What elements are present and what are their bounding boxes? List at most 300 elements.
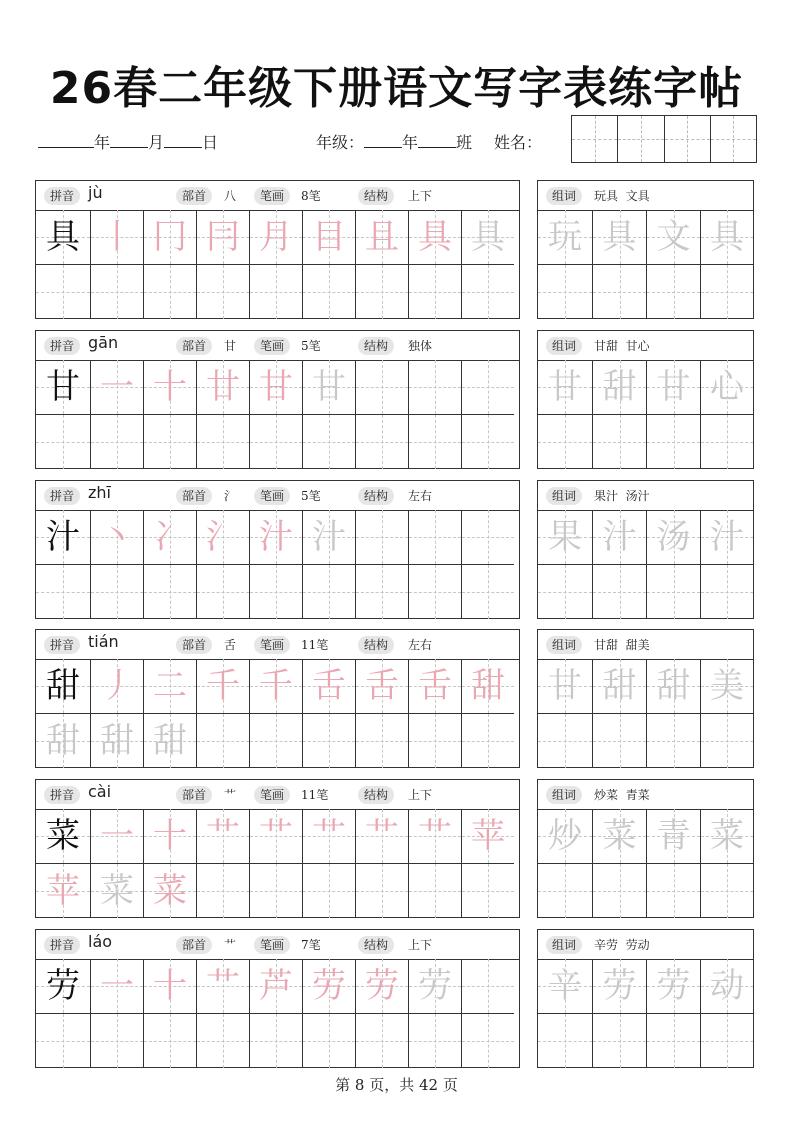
grid-cell[interactable]: [461, 510, 514, 564]
model-char: 汁: [46, 517, 80, 557]
word-header: [538, 780, 753, 810]
grid-cell[interactable]: [302, 565, 355, 619]
word-header: [538, 331, 753, 361]
word-trace-char: 果: [548, 517, 582, 557]
radical-tag: 部首: [176, 636, 212, 654]
stroke-step-char: 一: [100, 966, 134, 1006]
grid-cell[interactable]: [36, 809, 90, 863]
name-label: 姓名：: [494, 133, 543, 152]
grid-cell[interactable]: [646, 959, 700, 1013]
grid-cell[interactable]: [302, 265, 355, 319]
word-header: [538, 481, 753, 511]
grid-cell[interactable]: [249, 659, 302, 713]
trace-char: 甜: [153, 721, 187, 761]
grid-cell[interactable]: [408, 1014, 461, 1068]
stroke-step-char: 千: [206, 666, 240, 706]
char-block-甘: [35, 330, 520, 469]
grid-cell[interactable]: [249, 415, 302, 469]
word-trace-char: 汁: [710, 517, 744, 557]
grid-cell[interactable]: [461, 1014, 514, 1068]
structure-tag: 结构: [358, 487, 394, 505]
grid-cell[interactable]: [355, 809, 408, 863]
word-row: [538, 713, 753, 768]
word-header: [538, 930, 753, 960]
grid-cell[interactable]: [461, 714, 514, 768]
structure-tag: 结构: [358, 636, 394, 654]
char-header: [36, 930, 519, 960]
stroke-step-char: 冂: [153, 217, 187, 257]
grid-cell[interactable]: [538, 959, 592, 1013]
grid-cell[interactable]: [646, 809, 700, 863]
word-trace-char: 心: [710, 367, 744, 407]
grid-cell[interactable]: [143, 864, 196, 918]
grid-cell[interactable]: [355, 360, 408, 414]
day-label: 日: [202, 133, 219, 152]
practice-row: [36, 264, 514, 319]
grid-cell[interactable]: [90, 714, 143, 768]
grid-cell[interactable]: [196, 265, 249, 319]
strokes-value: 5笔: [301, 489, 321, 503]
grid-cell[interactable]: [461, 809, 514, 863]
char-block-甜: [35, 629, 520, 768]
char-header: [36, 181, 519, 211]
grid-cell[interactable]: [90, 864, 143, 918]
grid-cell[interactable]: [90, 210, 143, 264]
grid-cell[interactable]: [143, 714, 196, 768]
grid-cell[interactable]: [249, 210, 302, 264]
grid-cell[interactable]: [143, 659, 196, 713]
stroke-step-char: 甘: [312, 367, 346, 407]
trace-char: 甜: [100, 721, 134, 761]
grid-cell[interactable]: [538, 510, 592, 564]
grid-cell[interactable]: [249, 510, 302, 564]
char-header: [36, 331, 519, 361]
pinyin-value: tián: [88, 632, 119, 651]
grid-cell[interactable]: [700, 565, 753, 619]
grid-cell[interactable]: [302, 415, 355, 469]
word-row: [538, 210, 753, 264]
radical-value: 舌: [224, 638, 237, 652]
grid-cell[interactable]: [408, 809, 461, 863]
grid-cell[interactable]: [90, 809, 143, 863]
grade-blank[interactable]: [364, 133, 402, 148]
grid-cell[interactable]: [249, 959, 302, 1013]
radical-tag: 部首: [176, 786, 212, 804]
structure-value: 上下: [408, 788, 433, 802]
model-char: 劳: [46, 966, 80, 1006]
strokes-tag: 笔画: [254, 487, 290, 505]
date-line: [38, 130, 218, 153]
char-block-具: [35, 180, 520, 319]
word-row: [538, 510, 753, 564]
trace-char: 甜: [46, 721, 80, 761]
grid-cell[interactable]: [355, 714, 408, 768]
grid-cell[interactable]: [90, 510, 143, 564]
radical-value: 氵: [224, 489, 237, 503]
pinyin-value: zhī: [88, 483, 111, 502]
grid-cell[interactable]: [355, 210, 408, 264]
grid-cell[interactable]: [461, 265, 514, 319]
grid-cell[interactable]: [646, 415, 700, 469]
grid-cell[interactable]: [700, 1014, 753, 1068]
stroke-step-char: 十: [153, 367, 187, 407]
pinyin-tag: 拼音: [44, 786, 80, 804]
grid-cell[interactable]: [90, 360, 143, 414]
stroke-step-char: 二: [153, 666, 187, 706]
grid-cell[interactable]: [461, 864, 514, 918]
grid-cell[interactable]: [196, 565, 249, 619]
structure-value: 上下: [408, 938, 433, 952]
words-tag: 组词: [546, 786, 582, 804]
grid-cell[interactable]: [461, 210, 514, 264]
word-trace-char: 劳: [602, 966, 637, 1006]
word-row: [538, 659, 753, 713]
grid-cell[interactable]: [36, 659, 90, 713]
stroke-step-char: 劳: [365, 966, 399, 1006]
grid-cell[interactable]: [408, 510, 461, 564]
words-value: 果汁 汤汁: [594, 489, 650, 503]
grid-cell[interactable]: [90, 959, 143, 1013]
practice-row: [36, 510, 514, 564]
grid-cell[interactable]: [36, 360, 90, 414]
radical-value: 八: [224, 189, 237, 203]
grid-cell[interactable]: [302, 864, 355, 918]
char-header: [36, 630, 519, 660]
grid-cell[interactable]: [143, 510, 196, 564]
grid-cell[interactable]: [646, 360, 700, 414]
grid-cell[interactable]: [408, 415, 461, 469]
pinyin-value: gān: [88, 333, 119, 352]
words-value: 辛劳 劳动: [594, 938, 650, 952]
day-blank[interactable]: [164, 133, 202, 148]
grid-cell[interactable]: [355, 265, 408, 319]
name-cell[interactable]: [572, 116, 617, 162]
word-trace-char: 菜: [602, 816, 637, 856]
words-value: 炒菜 青菜: [594, 788, 650, 802]
stroke-step-char: 舌: [365, 666, 399, 706]
grid-cell[interactable]: [196, 714, 249, 768]
grid-cell[interactable]: [700, 415, 753, 469]
stroke-step-char: 氵: [206, 517, 240, 557]
stroke-step-char: 艹: [312, 816, 346, 856]
stroke-step-char: 甘: [259, 367, 293, 407]
grid-cell[interactable]: [36, 714, 90, 768]
stroke-step-char: 具: [418, 217, 452, 257]
name-cell[interactable]: [710, 116, 756, 162]
words-tag: 组词: [546, 636, 582, 654]
grid-cell[interactable]: [646, 864, 700, 918]
char-block-菜: [35, 779, 520, 918]
grid-cell[interactable]: [196, 809, 249, 863]
words-tag: 组词: [546, 487, 582, 505]
grid-cell[interactable]: [196, 959, 249, 1013]
pinyin-tag: 拼音: [44, 936, 80, 954]
grid-cell[interactable]: [592, 565, 646, 619]
grid-cell[interactable]: [90, 659, 143, 713]
words-value: 甘甜 甘心: [594, 339, 650, 353]
grid-cell[interactable]: [355, 659, 408, 713]
stroke-step-char: 舌: [418, 666, 452, 706]
trace-char: 菜: [153, 871, 187, 911]
grid-cell[interactable]: [249, 360, 302, 414]
grid-cell[interactable]: [408, 659, 461, 713]
grid-cell[interactable]: [592, 510, 646, 564]
grid-cell[interactable]: [646, 210, 700, 264]
month-label: 月: [148, 133, 165, 152]
word-trace-char: 具: [710, 217, 744, 257]
grid-cell[interactable]: [592, 1014, 646, 1068]
strokes-tag: 笔画: [254, 936, 290, 954]
grid-cell[interactable]: [461, 959, 514, 1013]
grid-cell[interactable]: [408, 360, 461, 414]
grid-cell[interactable]: [143, 265, 196, 319]
grid-cell[interactable]: [196, 864, 249, 918]
stroke-step-char: 冃: [206, 217, 240, 257]
stroke-step-char: 一: [100, 367, 134, 407]
strokes-value: 11笔: [301, 638, 329, 652]
grid-cell[interactable]: [355, 565, 408, 619]
class-blank[interactable]: [418, 133, 456, 148]
month-blank[interactable]: [110, 133, 148, 148]
practice-row: [36, 1013, 514, 1068]
grid-cell[interactable]: [143, 360, 196, 414]
pinyin-value: cài: [88, 782, 112, 801]
grid-cell[interactable]: [355, 510, 408, 564]
grid-cell[interactable]: [249, 864, 302, 918]
grid-cell[interactable]: [196, 210, 249, 264]
strokes-tag: 笔画: [254, 187, 290, 205]
grid-cell[interactable]: [355, 1014, 408, 1068]
grid-cell[interactable]: [90, 415, 143, 469]
grid-cell[interactable]: [461, 360, 514, 414]
stroke-step-char: 一: [100, 816, 134, 856]
stroke-step-char: 汁: [312, 517, 346, 557]
words-tag: 组词: [546, 936, 582, 954]
grid-cell[interactable]: [592, 659, 646, 713]
practice-row: [36, 863, 514, 918]
grid-cell[interactable]: [408, 210, 461, 264]
grid-cell[interactable]: [249, 565, 302, 619]
year-label: 年: [94, 133, 111, 152]
structure-tag: 结构: [358, 936, 394, 954]
strokes-tag: 笔画: [254, 636, 290, 654]
stroke-step-char: 劳: [312, 966, 346, 1006]
grid-cell[interactable]: [302, 714, 355, 768]
grid-cell[interactable]: [700, 864, 753, 918]
structure-tag: 结构: [358, 337, 394, 355]
words-tag: 组词: [546, 187, 582, 205]
word-trace-char: 辛: [548, 966, 582, 1006]
word-trace-char: 玩: [548, 217, 582, 257]
grid-cell[interactable]: [249, 1014, 302, 1068]
grid-cell[interactable]: [700, 714, 753, 768]
stroke-step-char: 艹: [259, 816, 293, 856]
grid-cell[interactable]: [538, 360, 592, 414]
word-trace-char: 甘: [548, 367, 582, 407]
grid-cell[interactable]: [36, 1014, 90, 1068]
grid-cell[interactable]: [196, 1014, 249, 1068]
char-header: [36, 780, 519, 810]
practice-row: [36, 809, 514, 863]
grid-cell[interactable]: [196, 415, 249, 469]
grid-cell[interactable]: [592, 714, 646, 768]
grid-cell[interactable]: [36, 265, 90, 319]
grid-cell[interactable]: [700, 659, 753, 713]
structure-value: 独体: [408, 339, 433, 353]
pinyin-value: jù: [88, 183, 103, 202]
grid-cell[interactable]: [592, 864, 646, 918]
grid-cell[interactable]: [538, 415, 592, 469]
grid-cell[interactable]: [538, 714, 592, 768]
grid-cell[interactable]: [646, 714, 700, 768]
grid-cell[interactable]: [36, 864, 90, 918]
stroke-step-char: 具: [471, 217, 505, 257]
grid-cell[interactable]: [196, 659, 249, 713]
word-block-汁: [537, 480, 754, 619]
practice-row: [36, 959, 514, 1013]
page-footer: 第 8 页，共 42 页: [335, 1076, 458, 1094]
grid-cell[interactable]: [302, 210, 355, 264]
grid-cell[interactable]: [592, 360, 646, 414]
grid-cell[interactable]: [408, 864, 461, 918]
grid-cell[interactable]: [249, 265, 302, 319]
practice-row: [36, 210, 514, 264]
grid-cell[interactable]: [408, 959, 461, 1013]
grid-cell[interactable]: [646, 659, 700, 713]
grid-cell[interactable]: [700, 210, 753, 264]
strokes-value: 11笔: [301, 788, 329, 802]
name-cell[interactable]: [617, 116, 663, 162]
radical-tag: 部首: [176, 487, 212, 505]
grid-cell[interactable]: [461, 565, 514, 619]
grid-cell[interactable]: [36, 510, 90, 564]
stroke-step-char: 月: [259, 217, 293, 257]
grid-cell[interactable]: [196, 360, 249, 414]
grid-cell[interactable]: [408, 265, 461, 319]
word-trace-char: 甜: [656, 666, 691, 706]
grid-cell[interactable]: [646, 565, 700, 619]
grid-cell[interactable]: [538, 864, 592, 918]
structure-tag: 结构: [358, 786, 394, 804]
grid-cell[interactable]: [143, 1014, 196, 1068]
grid-cell[interactable]: [36, 959, 90, 1013]
grid-cell[interactable]: [90, 565, 143, 619]
name-grid[interactable]: [571, 115, 757, 163]
grid-cell[interactable]: [592, 959, 646, 1013]
grid-cell[interactable]: [646, 1014, 700, 1068]
word-trace-char: 青: [656, 816, 691, 856]
grid-cell[interactable]: [646, 510, 700, 564]
grid-cell[interactable]: [143, 809, 196, 863]
grid-cell[interactable]: [355, 864, 408, 918]
grid-cell[interactable]: [700, 510, 753, 564]
grid-cell[interactable]: [700, 360, 753, 414]
word-row: [538, 809, 753, 863]
grid-cell[interactable]: [249, 809, 302, 863]
grid-cell[interactable]: [355, 415, 408, 469]
grid-cell[interactable]: [90, 1014, 143, 1068]
grid-cell[interactable]: [36, 415, 90, 469]
char-block-汁: [35, 480, 520, 619]
grid-cell[interactable]: [355, 959, 408, 1013]
grid-cell[interactable]: [302, 809, 355, 863]
grid-cell[interactable]: [461, 415, 514, 469]
word-trace-char: 甜: [602, 666, 637, 706]
radical-value: 艹: [224, 788, 237, 802]
grid-cell[interactable]: [196, 510, 249, 564]
stroke-step-char: 丶: [100, 517, 134, 557]
strokes-tag: 笔画: [254, 337, 290, 355]
structure-value: 左右: [408, 489, 433, 503]
grid-cell[interactable]: [302, 959, 355, 1013]
word-trace-char: 文: [656, 217, 691, 257]
grid-cell[interactable]: [461, 659, 514, 713]
grid-cell[interactable]: [538, 809, 592, 863]
grid-cell[interactable]: [143, 415, 196, 469]
grid-cell[interactable]: [408, 714, 461, 768]
grid-cell[interactable]: [700, 959, 753, 1013]
grid-cell[interactable]: [538, 265, 592, 319]
grid-cell[interactable]: [302, 1014, 355, 1068]
grid-cell[interactable]: [538, 565, 592, 619]
grid-cell[interactable]: [302, 360, 355, 414]
radical-value: 艹: [224, 938, 237, 952]
words-value: 玩具 文具: [594, 189, 650, 203]
grid-cell[interactable]: [592, 809, 646, 863]
grid-cell[interactable]: [538, 1014, 592, 1068]
grid-cell[interactable]: [700, 809, 753, 863]
grid-cell[interactable]: [538, 659, 592, 713]
stroke-step-char: 芦: [259, 966, 293, 1006]
grid-cell[interactable]: [143, 210, 196, 264]
word-trace-char: 甘: [548, 666, 582, 706]
grid-cell[interactable]: [302, 510, 355, 564]
char-header: [36, 481, 519, 511]
word-trace-char: 汤: [656, 517, 691, 557]
stroke-step-char: 苹: [471, 816, 505, 856]
grid-cell[interactable]: [143, 959, 196, 1013]
grid-cell[interactable]: [143, 565, 196, 619]
stroke-step-char: 劳: [418, 966, 452, 1006]
grid-cell[interactable]: [592, 210, 646, 264]
name-cell[interactable]: [664, 116, 710, 162]
word-trace-char: 美: [710, 666, 744, 706]
grid-cell[interactable]: [36, 210, 90, 264]
grid-cell[interactable]: [538, 210, 592, 264]
stroke-step-char: 冫: [153, 517, 187, 557]
class-label: 班: [456, 133, 473, 152]
trace-char: 菜: [100, 871, 134, 911]
grid-cell[interactable]: [592, 415, 646, 469]
grid-cell[interactable]: [700, 265, 753, 319]
pinyin-tag: 拼音: [44, 636, 80, 654]
grid-cell[interactable]: [36, 565, 90, 619]
strokes-value: 7笔: [301, 938, 321, 952]
grid-cell[interactable]: [302, 659, 355, 713]
stroke-step-char: 十: [153, 966, 187, 1006]
grid-cell[interactable]: [592, 265, 646, 319]
grid-cell[interactable]: [408, 565, 461, 619]
word-trace-char: 动: [710, 966, 744, 1006]
stroke-step-char: 舌: [312, 666, 346, 706]
stroke-step-char: 汁: [259, 517, 293, 557]
year-blank[interactable]: [38, 133, 94, 148]
grid-cell[interactable]: [646, 265, 700, 319]
practice-row: [36, 564, 514, 619]
radical-value: 甘: [224, 339, 237, 353]
grid-cell[interactable]: [90, 265, 143, 319]
grid-cell[interactable]: [249, 714, 302, 768]
